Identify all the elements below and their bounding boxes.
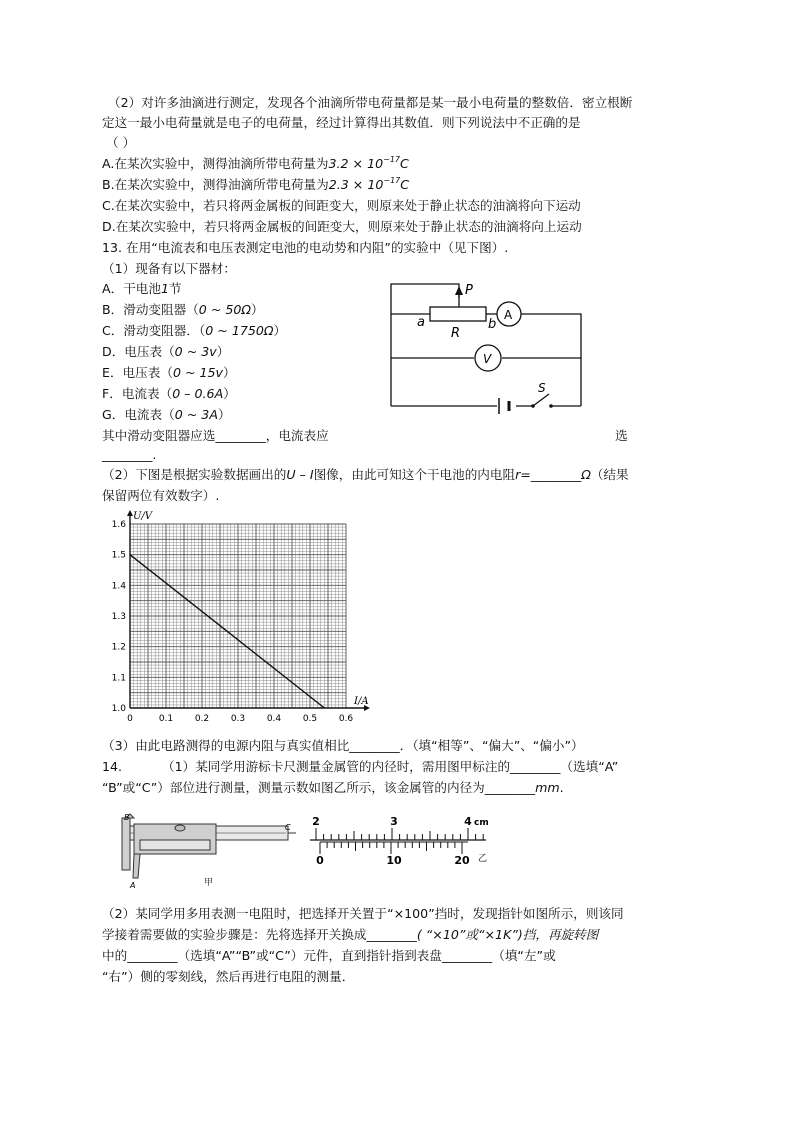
equipment-g [102,406,231,424]
option-a-text: A.在某次实验中，测得油滴所带电荷量为 [102,156,329,171]
q14-part2-line2 [102,926,598,944]
equipment-d [102,343,229,361]
caliper-figure [100,810,300,892]
q14-part2-line2b: ( “×10”或“×1K”)挡，再旋转图 [416,927,599,942]
caliper-label-c: C [285,823,291,832]
main-scale-3: 3 [390,815,398,828]
ammeter-icon: A [504,308,513,322]
q12-option-a [102,155,409,173]
main-scale-2: 2 [312,815,320,828]
q14-number: 14. [102,759,123,774]
circuit-label-r: R [451,326,461,341]
main-scale-4: 4 [464,815,472,828]
equipment-d-suffix: ） [216,344,230,359]
q13-select-tail: 选 [615,428,628,443]
q13-stem: 13. 在用“电流表和电压表测定电池的电动势和内阻”的实验中（见下图）. [102,240,509,255]
option-b-text: B.在某次实验中，测得油滴所带电荷量为 [102,177,329,192]
x-tick-label: 0.1 [158,714,174,724]
part2-text-d: （结果 [590,467,629,482]
equipment-e-label: E．电压表（ [102,365,173,380]
q14-part2-line4: “右”）侧的零刻线，然后再进行电阻的测量． [102,969,355,984]
voltmeter-icon: V [483,352,492,366]
fig-yi-label: 乙 [478,854,488,864]
q14-line1: （1）某同学用游标卡尺测量金属管的内径时，需用图甲标注的________（选填“A” [162,759,619,774]
equipment-e-value: 0 ~ 15v [172,365,223,380]
equipment-a-suffix: 节 [169,281,182,296]
q14-line2-text: “B”或“C”）部位进行测量，测量示数如图乙所示，该金属管的内径为________ [102,780,536,795]
equipment-f-suffix: ） [223,386,236,401]
part2-text-a: （2）下图是根据实验数据画出的 [102,467,287,482]
y-tick-label: 1.5 [111,550,126,561]
x-tick-label: 0.6 [338,714,354,724]
q13-select-text: 其中滑动变阻器应选________，电流表应 [102,428,329,443]
equipment-f [102,385,236,403]
equipment-a-label: A．干电池 [102,281,161,296]
equipment-c-suffix: ） [273,323,287,338]
x-tick-label: 0 [127,714,133,724]
option-a-value: 3.2 × 10 [328,156,384,171]
part2-blank: =________ [520,467,582,482]
equipment-g-suffix: ） [217,407,231,422]
vernier-scale-10: 10 [386,854,402,867]
q12-option-c: C.在某次实验中，若只将两金属板的间距变大，则原来处于静止状态的油滴将向下运动 [102,198,581,213]
equipment-d-value: 0 ~ 3v [174,344,217,359]
equipment-c-label: C．滑动变阻器．（ [102,323,206,338]
caliper-label-b: B [124,813,130,822]
part2-unit: Ω [581,467,591,482]
equipment-e-suffix: ） [223,365,236,380]
equipment-b-value: 0 ~ 50Ω [198,302,252,317]
x-tick-label: 0.4 [266,714,282,724]
ui-chart [108,510,378,732]
q14-line2 [102,779,564,797]
y-tick-label: 1.3 [111,612,126,622]
q13-part2-line1 [102,466,629,484]
q12-option-d: D.在某次实验中，若只将两金属板的间距变大，则原来处于静止状态的油滴将向上运动 [102,219,582,234]
x-tick-label: 0.5 [302,714,318,724]
q14-line2-unit: mm [535,780,560,795]
equipment-e [102,364,236,382]
y-tick-label: 1.2 [111,642,126,653]
equipment-d-label: D．电压表（ [102,344,175,359]
q12-stem-line1: （2）对许多油滴进行测定，发现各个油滴所带电荷量都是某一最小电荷量的整数倍．密立根断 [108,95,633,110]
equipment-a-value: 1 [161,281,170,296]
part2-text-b: 图像，由此可知这个干电池的内电阻 [313,467,516,482]
equipment-f-label: F．电流表（ [102,386,173,401]
y-tick-label: 1.1 [111,673,126,684]
y-axis-label: U/V [133,511,153,522]
caliper-label-a: A [130,881,136,890]
equipment-g-value: 0 ~ 3A [174,407,218,422]
vernier-figure [306,814,496,874]
circuit-label-s: S [538,381,546,395]
option-a-unit: C [400,156,409,171]
equipment-b-suffix: ） [251,302,264,317]
q12-answer-paren: （ ） [106,135,136,150]
equipment-g-label: G．电流表（ [102,407,175,422]
q14-part2-line3: 中的________（选填“A”“B”或“C”）元件，直到指针指到表盘________（填“左”或 [102,948,556,963]
q13-part3: （3）由此电路测得的电源内阻与真实值相比________．（填“相等”、“偏大”、“偏小”） [102,738,584,753]
part2-ui: U – I [286,467,314,482]
y-tick-label: 1.6 [111,520,126,530]
q13-part2-line2: 保留两位有效数字）. [102,488,220,503]
circuit-label-a: a [417,315,425,330]
x-tick-label: 0.3 [230,714,246,724]
q13-part1-title: （1）现备有以下器材： [102,261,236,276]
part2-r: r [515,467,521,482]
main-scale-unit: cm [474,818,489,828]
equipment-c-value: 0 ~ 1750Ω [205,323,274,338]
y-tick-label: 1.0 [111,704,126,714]
q13-select-blank: ________. [102,447,157,462]
equipment-f-value: 0 – 0.6A [172,386,224,401]
circuit-label-b: b [488,317,497,332]
q14-part2-line1: （2）某同学用多用表测一电阻时，把选择开关置于“×100”挡时，发现指针如图所示，则该同 [102,906,624,921]
x-tick-label: 0.2 [194,714,210,724]
vernier-scale-0: 0 [316,854,324,867]
option-b-value: 2.3 × 10 [328,177,384,192]
equipment-b-label: B．滑动变阻器（ [102,302,199,317]
equipment-a [102,280,182,298]
fig-jia-label: 甲 [204,878,214,888]
option-b-unit: C [400,177,410,192]
circuit-label-p: P [465,283,473,298]
equipment-c [102,322,286,340]
circuit-diagram [385,276,590,416]
y-tick-label: 1.4 [111,581,126,592]
equipment-b [102,301,264,319]
q12-option-b [102,176,409,194]
x-axis-label: I/A [354,696,369,707]
option-b-exp: −17 [383,176,401,185]
q12-stem-line2: 定这一最小电荷量就是电子的电荷量，经过计算得出其数值．则下列说法中不正确的是 [102,115,581,130]
q14-line2-end: . [559,780,564,795]
option-a-exp: −17 [383,155,401,164]
vernier-scale-20: 20 [454,854,470,867]
q14-part2-line2a: 学接着需要做的实验步骤是：先将选择开关换成________ [102,927,417,942]
